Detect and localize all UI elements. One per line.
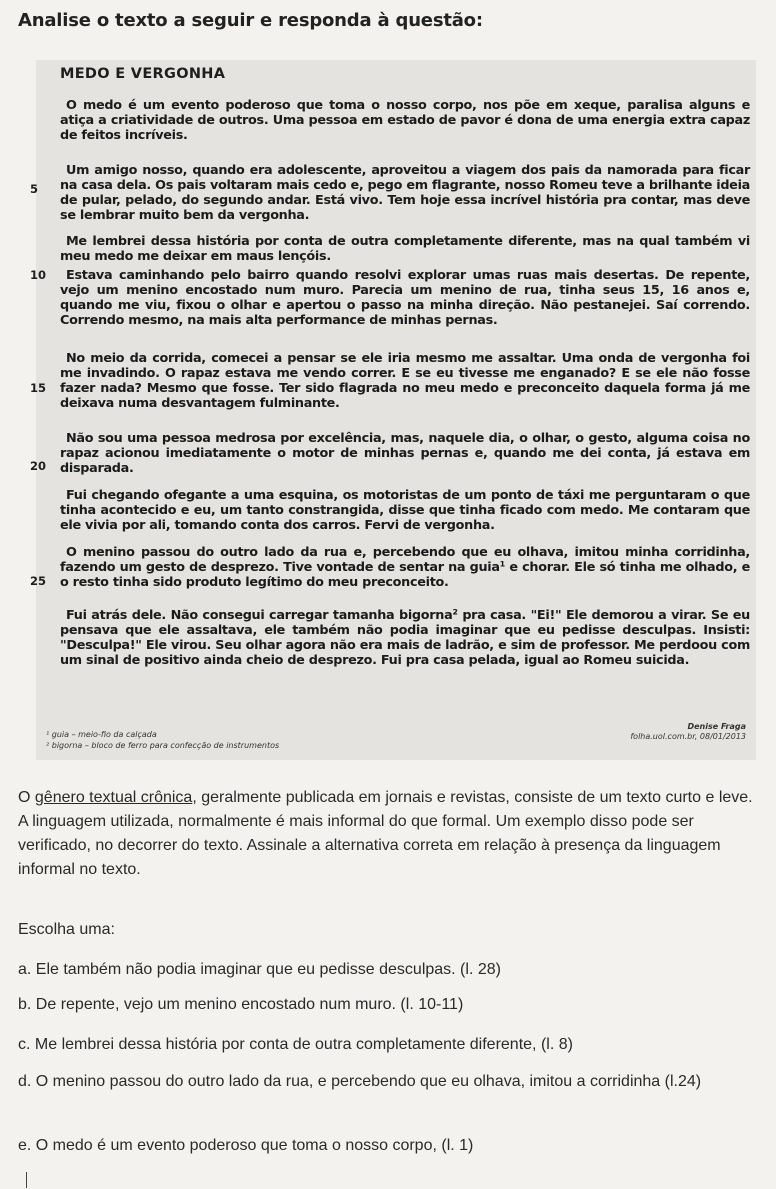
- paragraph-6: Não sou uma pessoa medrosa por excelência, mas, naquele dia, o olhar, o gesto, alguma coisa no rapaz acionou imediatamente o motor de minhas pernas e, quando me dei conta, já estava em disparada.: [60, 431, 750, 476]
- paragraph-7: Fui chegando ofegante a uma esquina, os motoristas de um ponto de táxi me perguntaram o que tinha acontecido e eu, um tanto constrangida, disse que tinha ficado com medo. Me contaram que ele vivia por ali, tomando conta dos carros. Fervi de vergonha.: [60, 488, 750, 533]
- text-cursor: [26, 1172, 27, 1188]
- paragraph-8: O menino passou do outro lado da rua e, percebendo que eu olhava, imitou minha corridinha, fazendo um gesto de desprezo. Tive vontade de sentar na guia¹ e chorar. Ele só tinha me olhado, e o resto tinha sido produto legítimo do meu preconceito.: [60, 545, 750, 590]
- paragraph-2: Um amigo nosso, quando era adolescente, aproveitou a viagem dos pais da namorada para ficar na casa dela. Os pais voltaram mais cedo e, pego em flagrante, nosso Romeu teve a brilhante ideia de pular, pelado, do segundo andar. Está vivo. Tem hoje essa incrível história pra contar, mas deve se lembrar muito bem da vergonha.: [60, 163, 750, 223]
- line-number: 10: [30, 268, 47, 282]
- question-underlined: gênero textual crônica: [34, 789, 193, 806]
- instruction: Analise o texto a seguir e responda à questão:: [18, 10, 483, 31]
- paragraph-1: O medo é um evento poderoso que toma o nosso corpo, nos põe em xeque, paralisa alguns e atiça a criatividade de outros. Uma pessoa em estado de pavor é dona de uma energia extra capaz de feitos incríveis.: [60, 98, 750, 143]
- footnote-1: ¹ guia – meio-fio da calçada: [46, 730, 157, 739]
- option-b[interactable]: b. De repente, vejo um menino encostado num muro. (l. 10-11): [18, 996, 464, 1013]
- text-title: MEDO E VERGONHA: [60, 66, 226, 82]
- line-number: 25: [30, 574, 47, 588]
- line-number: 15: [30, 381, 47, 395]
- paragraph-3: Me lembrei dessa história por conta de outra completamente diferente, mas na qual também vi meu medo me deixar em maus lençóis.: [60, 234, 750, 264]
- option-d[interactable]: d. O menino passou do outro lado da rua, e percebendo que eu olhava, imitou a corridinha (l.24): [18, 1073, 702, 1090]
- question-after: , geralmente publicada em jornais e revistas, consiste de um texto curto e leve. A linguagem utilizada, normalmente é mais informal do que formal. Um exemplo disso pode ser verificado, no decorrer do texto. Assinale a alternativa correta em relação à presença da linguagem informal no texto.: [18, 789, 753, 878]
- question-before: O: [18, 789, 35, 806]
- line-number: 5: [30, 182, 39, 196]
- option-e[interactable]: e. O medo é um evento poderoso que toma o nosso corpo, (l. 1): [18, 1137, 474, 1154]
- option-a[interactable]: a. Ele também não podia imaginar que eu pedisse desculpas. (l. 28): [18, 961, 501, 978]
- paragraph-4: Estava caminhando pelo bairro quando resolvi explorar umas ruas mais desertas. De repente, vejo um menino encostado num muro. Parecia um menino de rua, tinha seus 15, 16 anos e, quando me viu, fixou o olhar e apertou o passo na minha direção. Não pestanejei. Saí correndo. Correndo mesmo, na mais alta performance de minhas pernas.: [60, 268, 750, 328]
- footnote-2: ² bigorna – bloco de ferro para confecção de instrumentos: [46, 741, 280, 750]
- author: Denise Fraga: [687, 722, 746, 731]
- source: folha.uol.com.br, 08/01/2013: [630, 732, 746, 741]
- paragraph-9: Fui atrás dele. Não consegui carregar tamanha bigorna² pra casa. "Ei!" Ele demorou a virar. Se eu pensava que ele assaltava, ele também não podia imaginar que eu pedisse desculpas. Insisti: "Desculpa!" Ele virou. Seu olhar agora não era mais de ladrão, e sim de professor. Me perdoou com um sinal de positivo ainda cheio de desprezo. Fui pra casa pelada, igual ao Romeu suicida.: [60, 608, 750, 668]
- paragraph-5: No meio da corrida, comecei a pensar se ele iria mesmo me assaltar. Uma onda de vergonha foi me invadindo. O rapaz estava me vendo correr. E se eu tivesse me enganado? E se ele não fosse fazer nada? Mesmo que fosse. Ter sido flagrada no meu medo e preconceito daquela forma já me deixava numa desvantagem fulminante.: [60, 351, 750, 411]
- line-number: 20: [30, 459, 47, 473]
- option-c[interactable]: c. Me lembrei dessa história por conta de outra completamente diferente, (l. 8): [18, 1036, 573, 1053]
- choose-label: Escolha uma:: [18, 921, 115, 938]
- question-text: [18, 786, 758, 882]
